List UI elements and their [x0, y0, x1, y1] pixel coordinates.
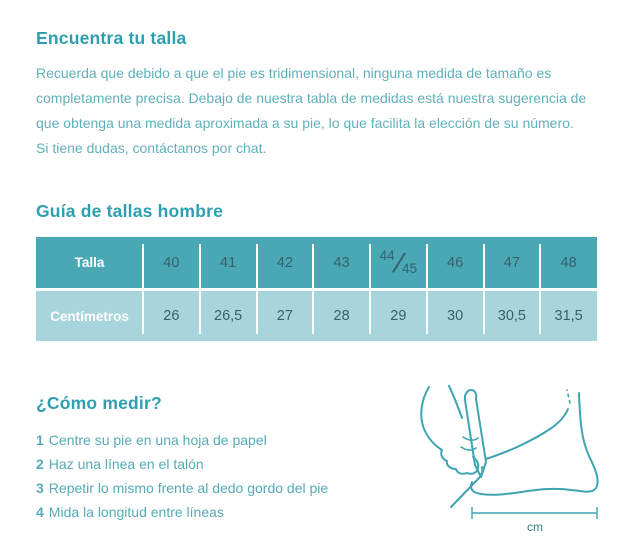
size-table [36, 237, 597, 341]
step-text: Repetir lo mismo frente al dedo gordo del pie [48, 480, 329, 496]
size-cell: 46 [427, 237, 484, 288]
measurement-line [472, 507, 597, 519]
intro-line: Recuerda que debido a que el pie es tridimensional, ninguna medida de tamaño es [36, 65, 552, 81]
how-to-measure-section [36, 393, 607, 534]
cm-label: cm [527, 520, 543, 534]
size-45: 45 [402, 261, 418, 276]
size-44: 44 [379, 248, 395, 263]
size-cell: 42 [257, 237, 314, 288]
cm-cell: 26 [143, 291, 200, 341]
step-text: Mida la longitud entre líneas [48, 504, 224, 520]
step-number: 2 [36, 456, 44, 472]
cm-cell: 26,5 [200, 291, 257, 341]
step-number: 4 [36, 504, 44, 520]
size-cell: 40 [143, 237, 200, 288]
table-row-sizes [36, 237, 597, 288]
size-guide-heading: Guía de tallas hombre [36, 201, 224, 221]
table-row-centimeters [36, 291, 597, 341]
step-number: 1 [36, 432, 44, 448]
cm-cell: 28 [313, 291, 370, 341]
size-cell: 48 [540, 237, 597, 288]
size-cell: 47 [484, 237, 541, 288]
foot-measure-icon [415, 385, 643, 535]
size-cell-44-45 [370, 237, 427, 288]
intro-line: completamente precisa. Debajo de nuestra tabla de medidas está nuestra sugerencia de [36, 90, 587, 106]
cm-cell: 30,5 [484, 291, 541, 341]
step-text: Centre su pie en una hoja de papel [48, 432, 267, 448]
foot-measure-illustration [415, 385, 643, 535]
page-title: Encuentra tu talla [36, 28, 187, 48]
step-number: 3 [36, 480, 44, 496]
cm-cell: 29 [370, 291, 427, 341]
intro-line: que obtenga una medida aproximada a su pie, lo que facilita la elección de su número. [36, 115, 574, 131]
how-to-measure-heading: ¿Cómo medir? [36, 393, 162, 413]
cm-cell: 27 [257, 291, 314, 341]
row-label-talla: Talla [74, 255, 105, 270]
cm-cell: 30 [427, 291, 484, 341]
step-text: Haz una línea en el talón [48, 456, 204, 472]
intro-line: Si tiene dudas, contáctanos por chat. [36, 140, 267, 156]
intro-paragraph [36, 61, 607, 161]
size-cell: 43 [313, 237, 370, 288]
size-cell: 41 [200, 237, 257, 288]
cm-cell: 31,5 [540, 291, 597, 341]
row-label-centimetros: Centímetros [50, 308, 129, 324]
